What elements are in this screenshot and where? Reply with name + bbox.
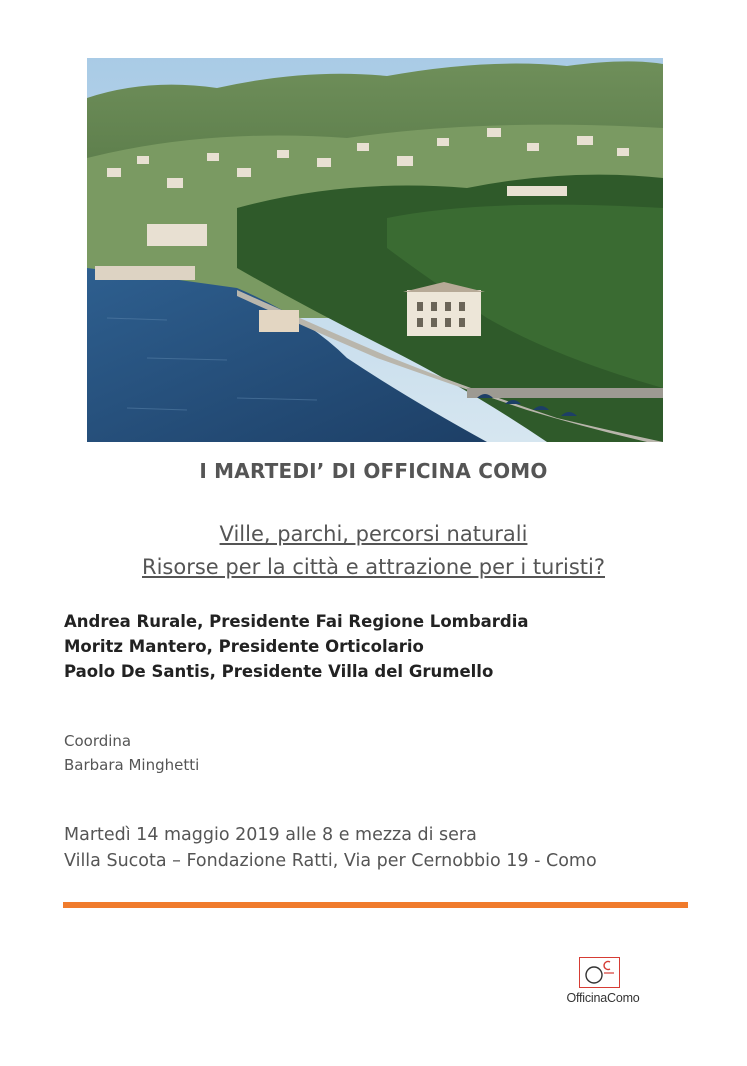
event-venue: Villa Sucota – Fondazione Ratti, Via per Cernobbio 19 - Como [64, 851, 597, 871]
series-title: I MARTEDI’ DI OFFICINA COMO [199, 459, 548, 483]
event-date-time: Martedì 14 maggio 2019 alle 8 e mezza di sera [64, 825, 477, 845]
logo-mark-icon [579, 957, 620, 988]
speaker-1: Andrea Rurale, Presidente Fai Regione Lombardia [64, 612, 529, 631]
coordination-label: Coordina [64, 732, 132, 750]
lake-villa-photo [87, 58, 663, 442]
speaker-2: Moritz Mantero, Presidente Orticolario [64, 637, 424, 656]
officina-como-logo [548, 956, 658, 1011]
topic-line-1: Ville, parchi, percorsi naturali [219, 522, 528, 546]
orange-divider [63, 902, 688, 908]
speaker-3: Paolo De Santis, Presidente Villa del Grumello [64, 662, 494, 681]
logo-text: OfficinaComo [566, 991, 640, 1005]
coordinator-name: Barbara Minghetti [64, 756, 200, 774]
topic-line-2: Risorse per la città e attrazione per i turisti? [142, 555, 605, 579]
